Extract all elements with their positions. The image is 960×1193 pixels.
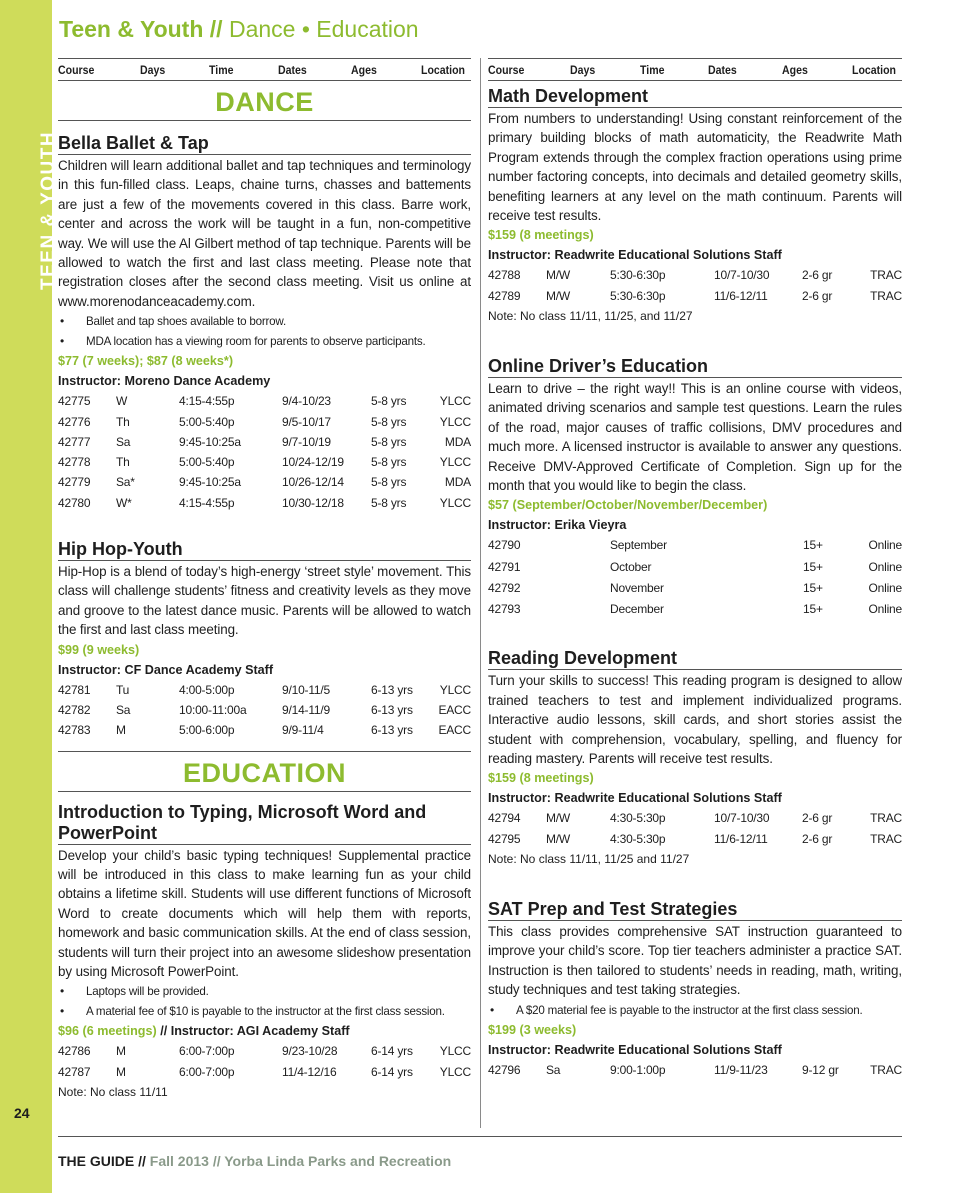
table-cell: 9:00-1:00p bbox=[610, 1063, 666, 1078]
bullet-item: • MDA location has a viewing room for parents to observe participants. bbox=[58, 332, 471, 352]
table-cell: Sa bbox=[116, 434, 131, 449]
table-cell: 5:00-6:00p bbox=[179, 723, 235, 738]
table-cell: 2-6 gr bbox=[802, 831, 833, 846]
table-cell: 5-8 yrs bbox=[371, 475, 407, 490]
table-cell: 6-13 yrs bbox=[371, 682, 413, 697]
table-cell: 42792 bbox=[488, 580, 521, 595]
course-instructor: Instructor: Readwrite Educational Solutions Staff bbox=[488, 248, 782, 263]
course-price: $57 (September/October/November/December) bbox=[488, 498, 768, 513]
course-description: From numbers to understanding! Using constant reinforcement of the primary building blocks of math automaticity, the Readwrite Math Program extends through the complex fraction operations using prime number factoring concepts, into decimals and detailed geometry skills, benefiting learners at any level on the math continuum. Parents will receive test results. bbox=[488, 111, 902, 224]
table-row bbox=[58, 680, 471, 700]
course-price: $96 (6 meetings) bbox=[58, 1024, 157, 1039]
page-header bbox=[59, 16, 419, 43]
table-cell: 42780 bbox=[58, 495, 91, 510]
table-cell: M bbox=[116, 1064, 126, 1079]
header-sub: Dance • Education bbox=[228, 16, 419, 42]
header-ages: Ages bbox=[351, 63, 377, 77]
table-cell: 42795 bbox=[488, 831, 521, 846]
header-dates: Dates bbox=[277, 63, 307, 77]
course-description: This class provides comprehensive SAT instruction guaranteed to improve your child’s score. Top tier teachers administer a practice SAT. Instruction is then tailored to students’ needs in reading, math, writing, study techniques and test taking strategies. bbox=[488, 923, 902, 998]
column-divider bbox=[480, 58, 481, 1128]
header-main: Teen & Youth bbox=[59, 16, 204, 42]
table-row bbox=[58, 1041, 471, 1061]
table-cell: 5-8 yrs bbox=[371, 455, 407, 470]
course-sat-prep bbox=[488, 899, 902, 1080]
course-title: Hip Hop-Youth bbox=[58, 539, 471, 561]
course-note: Note: No class 11/11 bbox=[58, 1084, 168, 1099]
table-cell: EACC bbox=[438, 702, 471, 717]
course-price: $99 (9 weeks) bbox=[58, 642, 140, 657]
table-cell: M/W bbox=[546, 268, 571, 283]
bullet-item: • A $20 material fee is payable to the instructor at the first class session. bbox=[488, 1001, 902, 1021]
right-column bbox=[488, 58, 902, 1080]
table-cell: 42777 bbox=[58, 434, 91, 449]
table-row bbox=[488, 286, 902, 306]
table-row bbox=[488, 265, 902, 285]
header-time: Time bbox=[639, 63, 665, 77]
table-cell: 5:00-5:40p bbox=[179, 455, 235, 470]
header-location: Location bbox=[420, 63, 465, 77]
table-cell: 9/23-10/28 bbox=[282, 1044, 338, 1059]
table-header-right bbox=[488, 58, 902, 81]
table-cell: 9/14-11/9 bbox=[282, 702, 331, 717]
course-note: Note: No class 11/11, 11/25 and 11/27 bbox=[488, 851, 690, 866]
table-row bbox=[488, 1060, 902, 1080]
course-price: $159 (8 meetings) bbox=[488, 771, 594, 786]
table-cell: 42794 bbox=[488, 811, 521, 826]
header-days: Days bbox=[570, 63, 596, 77]
course-instructor: Instructor: Readwrite Educational Solutions Staff bbox=[488, 1043, 782, 1058]
table-cell: 42781 bbox=[58, 682, 91, 697]
table-cell: 9/5-10/17 bbox=[282, 414, 331, 429]
table-cell: 42791 bbox=[488, 559, 521, 574]
table-cell: October bbox=[610, 559, 652, 574]
table-cell: 6-14 yrs bbox=[371, 1044, 413, 1059]
course-description: Turn your skills to success! This reading program is designed to allow trained teachers to test and implement individualized programs. Interactive audio lessons, skill cards, and short stories assist the student with comprehension, vocabulary, spelling, and fluency for reading mastery. Parents will receive test results. bbox=[488, 673, 902, 766]
bullet-item: • Ballet and tap shoes available to borrow. bbox=[58, 312, 471, 332]
schedule-table bbox=[58, 391, 471, 513]
footer-rule bbox=[58, 1136, 902, 1137]
table-cell: 5-8 yrs bbox=[371, 495, 407, 510]
course-description: Learn to drive – the right way!! This is an online course with videos, animated driving scenarios and sample test questions. Learn the rules of the road, major causes of traffic collisions, DMV procedures and much more. A licensed instructor is available to answer any questions. Receive DMV-Approved Certificate of Completion. Sign up for the month that you would like to begin the class. bbox=[488, 381, 902, 494]
schedule-table bbox=[488, 265, 902, 306]
header-separator: // bbox=[209, 16, 223, 42]
table-cell: 15+ bbox=[803, 559, 823, 574]
table-cell: 42788 bbox=[488, 268, 521, 283]
table-row bbox=[58, 720, 471, 740]
table-cell: W bbox=[116, 394, 128, 409]
course-bella-ballet bbox=[58, 133, 471, 513]
table-cell: 6-14 yrs bbox=[371, 1064, 413, 1079]
section-title-education: EDUCATION bbox=[58, 751, 471, 792]
table-row bbox=[58, 493, 471, 513]
course-description: Hip-Hop is a blend of today’s high-energy ‘street style’ movement. This class will challenge students’ fitness and creativity levels as they move and groove to the latest dance music. Parents will be allowed to watch the first and last class meeting. bbox=[58, 564, 471, 638]
table-cell: 5:30-6:30p bbox=[610, 288, 666, 303]
table-cell: YLCC bbox=[439, 495, 471, 510]
table-cell: 5:30-6:30p bbox=[610, 268, 666, 283]
table-cell: 6-13 yrs bbox=[371, 702, 413, 717]
course-price-line bbox=[58, 1021, 471, 1041]
header-course: Course bbox=[488, 63, 525, 77]
table-cell: 5-8 yrs bbox=[371, 414, 407, 429]
table-row bbox=[58, 1062, 471, 1082]
table-cell: M/W bbox=[546, 831, 571, 846]
table-row bbox=[488, 557, 902, 578]
table-cell: W* bbox=[116, 495, 132, 510]
bullet-list bbox=[58, 982, 471, 1021]
table-row bbox=[58, 472, 471, 492]
table-cell: 2-6 gr bbox=[802, 811, 833, 826]
table-cell: 9:45-10:25a bbox=[179, 475, 241, 490]
table-row bbox=[58, 412, 471, 432]
table-cell: 42787 bbox=[58, 1064, 91, 1079]
course-instructor: Instructor: Erika Vieyra bbox=[488, 518, 627, 533]
course-title: SAT Prep and Test Strategies bbox=[488, 899, 902, 921]
course-instructor: Instructor: Moreno Dance Academy bbox=[58, 374, 271, 389]
course-description: Develop your child’s basic typing techniques! Supplemental practice will be introduced in this class to make learning fun as your child obtains a lifetime skill. Students will use different functions of Microsoft Word to create documents which will help them with reports, homework and basic communication skills. At the end of class session, students will turn their project into an awesome slideshow presentation by using Microsoft PowerPoint. bbox=[58, 847, 471, 979]
course-note: Note: No class 11/11, 11/25, and 11/27 bbox=[488, 309, 693, 324]
left-column bbox=[58, 58, 471, 1102]
schedule-table bbox=[488, 535, 902, 620]
table-cell: TRAC bbox=[870, 831, 902, 846]
table-cell: Online bbox=[868, 538, 902, 553]
table-row bbox=[58, 452, 471, 472]
table-cell: 10/7-10/30 bbox=[714, 811, 770, 826]
table-row bbox=[488, 535, 902, 556]
table-row bbox=[58, 700, 471, 720]
course-price: $159 (8 meetings) bbox=[488, 228, 594, 243]
course-title: Online Driver’s Education bbox=[488, 356, 902, 378]
table-cell: 10:00-11:00a bbox=[179, 702, 247, 717]
table-cell: YLCC bbox=[439, 414, 471, 429]
table-cell: 9/9-11/4 bbox=[282, 723, 324, 738]
table-cell: 4:30-5:30p bbox=[610, 811, 666, 826]
section-title-dance: DANCE bbox=[58, 81, 471, 121]
table-cell: Tu bbox=[116, 682, 130, 697]
header-dates: Dates bbox=[708, 63, 738, 77]
table-cell: November bbox=[610, 580, 664, 595]
table-cell: M/W bbox=[546, 811, 571, 826]
table-cell: 5-8 yrs bbox=[371, 394, 407, 409]
table-cell: 42779 bbox=[58, 475, 91, 490]
table-row bbox=[488, 829, 902, 849]
table-cell: 9/10-11/5 bbox=[282, 682, 331, 697]
header-days: Days bbox=[139, 63, 166, 77]
table-cell: 42782 bbox=[58, 702, 91, 717]
table-cell: 4:30-5:30p bbox=[610, 831, 666, 846]
table-cell: Online bbox=[868, 559, 902, 574]
bullet-list bbox=[488, 1001, 902, 1021]
table-cell: YLCC bbox=[439, 394, 471, 409]
course-title: Introduction to Typing, Microsoft Word and PowerPoint bbox=[58, 802, 471, 845]
table-cell: TRAC bbox=[870, 288, 902, 303]
table-cell: Sa bbox=[116, 702, 131, 717]
bullet-list bbox=[58, 312, 471, 351]
table-row bbox=[488, 578, 902, 599]
table-cell: 6:00-7:00p bbox=[179, 1064, 235, 1079]
header-location: Location bbox=[852, 63, 896, 77]
table-cell: 11/6-12/11 bbox=[714, 288, 768, 303]
course-title: Reading Development bbox=[488, 648, 902, 670]
table-cell: EACC bbox=[438, 723, 471, 738]
table-cell: 11/9-11/23 bbox=[714, 1063, 768, 1078]
table-cell: YLCC bbox=[439, 455, 471, 470]
footer-season: Fall 2013 // Yorba Linda Parks and Recreation bbox=[149, 1153, 452, 1169]
table-cell: TRAC bbox=[870, 268, 902, 283]
table-cell: 10/30-12/18 bbox=[282, 495, 344, 510]
header-course: Course bbox=[58, 63, 95, 77]
table-cell: 15+ bbox=[803, 602, 823, 617]
table-cell: 42796 bbox=[488, 1063, 521, 1078]
footer-guide: THE GUIDE // bbox=[58, 1153, 150, 1169]
table-cell: 42775 bbox=[58, 394, 91, 409]
side-section-label: TEEN & YOUTH bbox=[38, 130, 59, 290]
schedule-table bbox=[58, 1041, 471, 1082]
table-cell: 42789 bbox=[488, 288, 521, 303]
table-cell: 10/7-10/30 bbox=[714, 268, 770, 283]
table-cell: MDA bbox=[444, 434, 471, 449]
table-cell: 2-6 gr bbox=[802, 288, 833, 303]
table-cell: 15+ bbox=[803, 538, 823, 553]
schedule-table bbox=[488, 1060, 902, 1080]
table-row bbox=[488, 808, 902, 828]
table-cell: 42790 bbox=[488, 538, 521, 553]
course-hip-hop bbox=[58, 539, 471, 741]
course-price: $199 (3 weeks) bbox=[488, 1023, 577, 1038]
table-cell: 9-12 gr bbox=[802, 1063, 839, 1078]
table-cell: 10/26-12/14 bbox=[282, 475, 344, 490]
course-instructor: Instructor: Readwrite Educational Solutions Staff bbox=[488, 791, 782, 806]
course-typing bbox=[58, 802, 471, 1102]
table-cell: YLCC bbox=[439, 1044, 471, 1059]
course-title: Bella Ballet & Tap bbox=[58, 133, 471, 155]
table-cell: YLCC bbox=[439, 1064, 471, 1079]
course-title: Math Development bbox=[488, 86, 902, 108]
bullet-item: • Laptops will be provided. bbox=[58, 982, 471, 1002]
table-cell: M bbox=[116, 723, 126, 738]
table-cell: 4:15-4:55p bbox=[179, 394, 235, 409]
table-cell: MDA bbox=[444, 475, 471, 490]
table-cell: 42793 bbox=[488, 602, 521, 617]
schedule-table bbox=[488, 808, 902, 849]
course-price: $77 (7 weeks); $87 (8 weeks*) bbox=[58, 354, 234, 369]
page-footer bbox=[58, 1153, 451, 1169]
course-description: Children will learn additional ballet and tap techniques and terminology in this fun-filled class. Leaps, chaine turns, chasses and battements are just a few of the movements covered in this class. Barre work, center and across the work will be taught in a fun, non-competitive way. We will use the Al Gilbert method of tap technique. Parents will be allowed to watch the first and last class meeting. Please note that registration closes after the second class meeting. Visit us online at www.morenodanceacademy.com. bbox=[58, 158, 471, 309]
bullet-item: • A material fee of $10 is payable to the instructor at the first class session. bbox=[58, 1002, 471, 1022]
table-cell: 9:45-10:25a bbox=[179, 434, 241, 449]
table-cell: 11/4-12/16 bbox=[282, 1064, 337, 1079]
table-cell: Th bbox=[116, 455, 130, 470]
table-cell: 6-13 yrs bbox=[371, 723, 413, 738]
table-cell: 9/7-10/19 bbox=[282, 434, 331, 449]
table-cell: Sa bbox=[546, 1063, 561, 1078]
table-cell: TRAC bbox=[870, 1063, 902, 1078]
table-cell: Th bbox=[116, 414, 130, 429]
course-online-driver bbox=[488, 356, 902, 620]
table-cell: 15+ bbox=[803, 580, 823, 595]
table-cell: Online bbox=[868, 602, 902, 617]
table-cell: 11/6-12/11 bbox=[714, 831, 768, 846]
table-header-left bbox=[58, 58, 471, 81]
table-cell: 10/24-12/19 bbox=[282, 455, 344, 470]
table-cell: Sa* bbox=[116, 475, 135, 490]
table-cell: Online bbox=[868, 580, 902, 595]
header-ages: Ages bbox=[781, 63, 808, 77]
table-cell: 42778 bbox=[58, 455, 91, 470]
table-cell: 4:15-4:55p bbox=[179, 495, 235, 510]
table-cell: 5-8 yrs bbox=[371, 434, 407, 449]
table-cell: M bbox=[116, 1044, 126, 1059]
table-cell: 9/4-10/23 bbox=[282, 394, 331, 409]
table-cell: M/W bbox=[546, 288, 571, 303]
header-time: Time bbox=[209, 63, 234, 77]
table-cell: September bbox=[610, 538, 667, 553]
table-cell: 6:00-7:00p bbox=[179, 1044, 235, 1059]
table-cell: 42783 bbox=[58, 723, 91, 738]
schedule-table bbox=[58, 680, 471, 741]
table-cell: 42776 bbox=[58, 414, 91, 429]
table-cell: YLCC bbox=[439, 682, 471, 697]
page-number: 24 bbox=[14, 1105, 30, 1121]
table-cell: 42786 bbox=[58, 1044, 91, 1059]
table-cell: TRAC bbox=[870, 811, 902, 826]
course-reading bbox=[488, 648, 902, 869]
table-row bbox=[488, 599, 902, 620]
table-cell: December bbox=[610, 602, 664, 617]
course-instructor: // Instructor: AGI Academy Staff bbox=[156, 1024, 350, 1039]
table-row bbox=[58, 432, 471, 452]
table-cell: 2-6 gr bbox=[802, 268, 833, 283]
table-cell: 5:00-5:40p bbox=[179, 414, 235, 429]
course-instructor: Instructor: CF Dance Academy Staff bbox=[58, 662, 274, 677]
course-math bbox=[488, 86, 902, 326]
table-row bbox=[58, 391, 471, 411]
table-cell: 4:00-5:00p bbox=[179, 682, 235, 697]
